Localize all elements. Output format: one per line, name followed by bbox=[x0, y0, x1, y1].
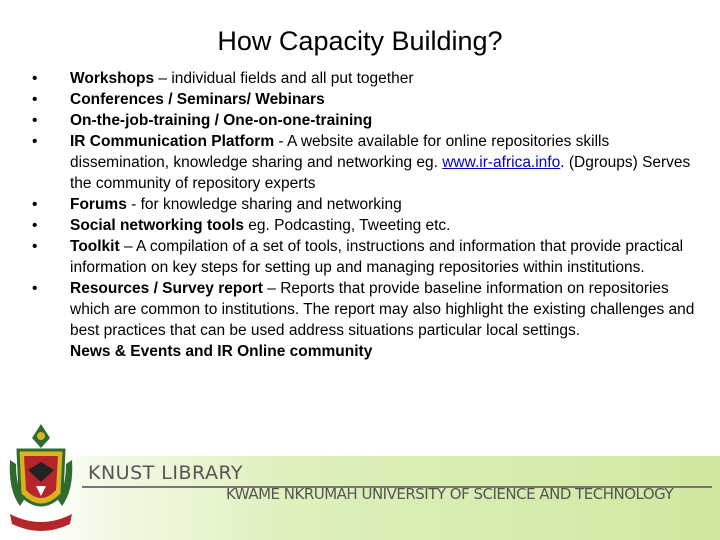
item-heading: On-the-job-training / One-on-one-training bbox=[70, 112, 373, 129]
list-item bbox=[30, 68, 695, 89]
item-text: eg. Podcasting, Tweeting etc. bbox=[243, 217, 451, 234]
slide-title: How Capacity Building? bbox=[217, 26, 503, 56]
list-item bbox=[30, 236, 695, 278]
list-item bbox=[30, 341, 695, 362]
list-item bbox=[30, 131, 695, 194]
item-heading: News & Events and IR Online community bbox=[70, 343, 373, 360]
item-text-after: . (Dgroups) Serves the community of repository experts bbox=[70, 154, 691, 192]
bullet-icon: • bbox=[32, 280, 38, 297]
list-item bbox=[30, 110, 695, 131]
item-heading: Toolkit bbox=[70, 238, 120, 255]
bullet-icon: • bbox=[32, 196, 38, 213]
item-heading: IR Communication Platform bbox=[70, 133, 275, 150]
ir-africa-link[interactable]: www.ir-africa.info bbox=[442, 154, 561, 171]
bullet-icon: • bbox=[32, 112, 38, 129]
item-heading: Forums bbox=[70, 196, 127, 213]
list-item bbox=[30, 194, 695, 215]
item-text: – A compilation of a set of tools, instructions and information that provide practical information on key steps for setting up and managing repositories within institutions. bbox=[70, 238, 684, 276]
library-name: KNUST LIBRARY bbox=[88, 462, 244, 484]
item-text: – individual fields and all put together bbox=[154, 70, 414, 87]
bullet-icon: • bbox=[32, 91, 38, 108]
item-heading: Resources / Survey report bbox=[70, 280, 263, 297]
bullet-icon: • bbox=[32, 217, 38, 234]
university-name: KWAME NKRUMAH UNIVERSITY OF SCIENCE AND TECHNOLOGY bbox=[226, 485, 674, 503]
list-item bbox=[30, 215, 695, 236]
item-heading: Social networking tools bbox=[70, 217, 244, 234]
bullet-icon: • bbox=[32, 70, 38, 87]
knust-crest-icon bbox=[6, 420, 76, 538]
item-text: - for knowledge sharing and networking bbox=[126, 196, 402, 213]
item-heading: Conferences / Seminars/ Webinars bbox=[70, 91, 325, 108]
item-heading: Workshops bbox=[70, 70, 155, 87]
bullet-icon: • bbox=[32, 238, 38, 255]
item-text: – Reports that provide baseline information on repositories which are common to institutions. The report may also highlight the existing challenges and best practices that can be used address situations particular local settings. bbox=[70, 280, 695, 339]
bullet-icon: • bbox=[32, 133, 38, 150]
item-text: - A website available for online repositories skills dissemination, knowledge sharing and networking eg. bbox=[70, 133, 610, 171]
list-item bbox=[30, 278, 695, 341]
bullet-list bbox=[30, 68, 695, 362]
list-item bbox=[30, 89, 695, 110]
